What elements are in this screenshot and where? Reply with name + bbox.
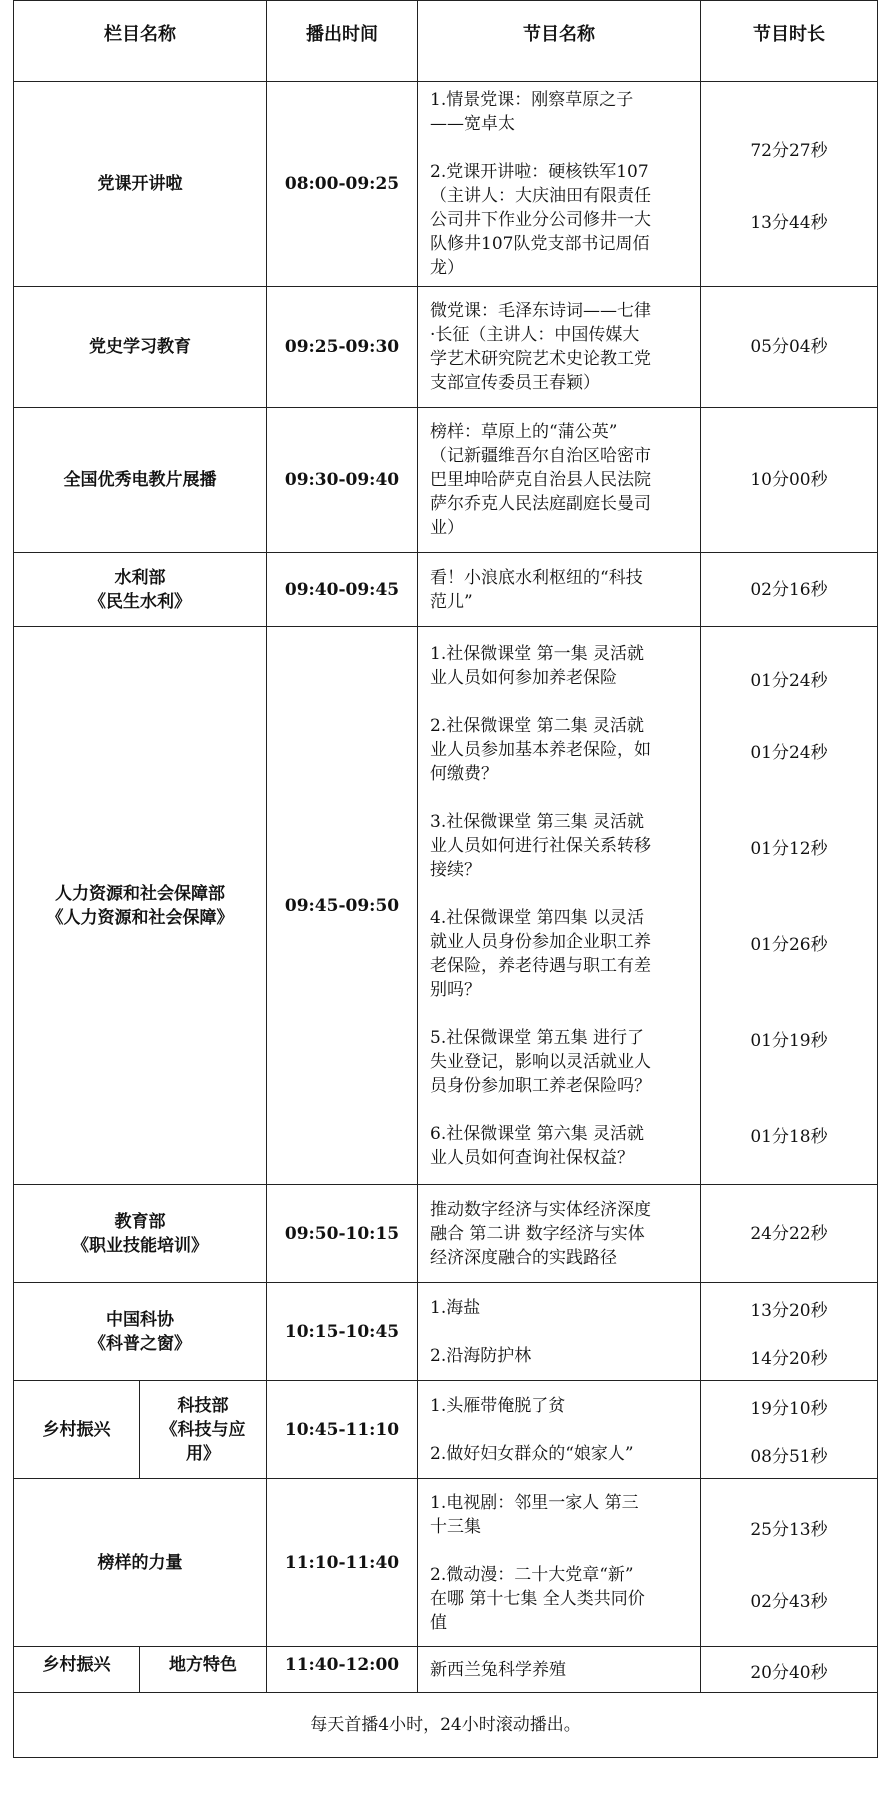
table-row [14,1283,878,1381]
program-line: 1.社保微课堂 第一集 灵活就 [430,643,645,664]
program-list [418,287,701,408]
program-line: 2.微动漫：二十大党章“新” [430,1564,634,1585]
program-line: 融合 第二讲 数字经济与实体 [430,1223,645,1244]
program-line: 1.海盐 [430,1297,481,1318]
duration: 02分43秒 [750,1591,828,1612]
program-line: 接续？ [430,859,481,880]
program-line: 别吗？ [430,979,481,1000]
duration-cell [701,627,878,1185]
program-list [418,82,701,287]
program-line: （记新疆维吾尔自治区哈密市 [430,446,651,466]
duration: 01分19秒 [750,1030,828,1051]
header-duration: 节目时长 [701,1,878,82]
program-line: 支部宣传委员王春颖） [430,373,600,393]
program-list [418,1479,701,1647]
program-line: 业人员如何查询社保权益？ [430,1147,634,1168]
duration: 25分13秒 [750,1519,828,1540]
group-name: 乡村振兴 [14,1381,140,1479]
program-line: 推动数字经济与实体经济深度 [430,1199,651,1220]
duration-cell [701,1647,878,1693]
program-line: 何缴费？ [430,763,498,784]
duration: 13分20秒 [750,1300,828,1321]
duration: 20分40秒 [750,1662,828,1683]
column-name-line: 人力资源和社会保障部 [55,883,225,904]
program-list [418,1185,701,1283]
column-name: 全国优秀电教片展播 [14,408,267,553]
air-time: 11:40-12:00 [267,1647,418,1693]
duration: 01分18秒 [750,1126,828,1147]
header-program-name: 节目名称 [418,1,701,82]
air-time: 08:00-09:25 [267,82,418,287]
program-line: 4.社保微课堂 第四集 以灵活 [430,907,645,928]
header-row [14,1,878,82]
duration-cell [701,408,878,553]
table-row [14,1647,878,1693]
program-list [418,1283,701,1381]
column-name-line: 《民生水利》 [89,591,191,612]
program-line: 1.头雁带俺脱了贫 [430,1395,566,1416]
duration: 10分00秒 [750,470,828,490]
schedule-table [13,0,878,1758]
program-line: 微党课：毛泽东诗词——七律 [430,301,651,321]
program-line: 萨尔乔克人民法庭副庭长曼司 [430,494,651,514]
column-name-line: 《科普之窗》 [89,1333,191,1354]
footer-row [14,1693,878,1758]
program-line: 业人员如何进行社保关系转移 [430,835,651,856]
duration: 14分20秒 [750,1348,828,1369]
air-time: 10:15-10:45 [267,1283,418,1381]
program-line: 十三集 [430,1516,481,1537]
program-line: ·长征（主讲人：中国传媒大 [430,325,640,345]
air-time: 09:25-09:30 [267,287,418,408]
program-line: ——宽卓太 [430,114,515,134]
column-name-line: 水利部 [114,567,166,588]
duration: 13分44秒 [750,213,828,233]
program-line: 员身份参加职工养老保险吗？ [430,1075,651,1096]
column-name [14,553,267,627]
program-list [418,553,701,627]
footer-note: 每天首播4小时，24小时滚动播出。 [14,1693,878,1758]
program-line: 老保险，养老待遇与职工有差 [430,955,651,976]
air-time: 09:40-09:45 [267,553,418,627]
program-line: 看！小浪底水利枢纽的“科技 [430,567,643,588]
program-line: 值 [430,1612,447,1633]
program-line: 2.沿海防护林 [430,1345,532,1366]
sub-column-name: 地方特色 [140,1647,267,1693]
column-name-line: 教育部 [114,1211,166,1232]
table-row [14,408,878,553]
program-line: 业人员如何参加养老保险 [430,667,617,688]
air-time: 09:50-10:15 [267,1185,418,1283]
duration-cell [701,553,878,627]
column-name [14,627,267,1185]
column-name-line: 《职业技能培训》 [72,1235,208,1256]
header-air-time: 播出时间 [267,1,418,82]
program-line: 3.社保微课堂 第三集 灵活就 [430,811,645,832]
duration-cell [701,287,878,408]
air-time: 09:30-09:40 [267,408,418,553]
duration: 08分51秒 [750,1446,828,1467]
column-name [14,1283,267,1381]
program-line: 队修井107队党支部书记周佰 [430,234,650,254]
group-name: 乡村振兴 [14,1647,140,1693]
program-line: 业） [430,518,464,538]
program-list [418,627,701,1185]
table-row [14,1185,878,1283]
air-time: 11:10-11:40 [267,1479,418,1647]
duration: 01分12秒 [750,838,828,859]
program-line: 2.党课开讲啦：硬核铁军107 [430,162,649,182]
program-line: 就业人员身份参加企业职工养 [430,931,651,952]
column-name-line: 《人力资源和社会保障》 [46,907,234,928]
table-row [14,627,878,1185]
program-line: 经济深度融合的实践路径 [430,1247,617,1268]
column-name-line: 《科技与应 [160,1419,246,1440]
table-row [14,82,878,287]
program-line: 2.做好妇女群众的“娘家人” [430,1443,634,1464]
table-row [14,553,878,627]
column-name-line: 用》 [186,1443,220,1464]
program-line: 2.社保微课堂 第二集 灵活就 [430,715,645,736]
program-line: 范儿” [430,591,473,612]
air-time: 10:45-11:10 [267,1381,418,1479]
program-line: 5.社保微课堂 第五集 进行了 [430,1027,645,1048]
duration: 24分22秒 [750,1223,828,1244]
table-row [14,1381,878,1479]
program-line: 1.电视剧：邻里一家人 第三 [430,1492,639,1513]
program-list [418,1647,701,1693]
duration-cell [701,1479,878,1647]
sub-column-name [140,1381,267,1479]
program-line: 学艺术研究院艺术史论教工党 [430,349,651,369]
column-name: 党课开讲啦 [14,82,267,287]
program-line: 巴里坤哈萨克自治县人民法院 [430,470,651,490]
column-name [14,1185,267,1283]
column-name: 榜样的力量 [14,1479,267,1647]
duration: 01分24秒 [750,670,828,691]
air-time: 09:45-09:50 [267,627,418,1185]
column-name-line: 科技部 [177,1395,229,1416]
duration: 72分27秒 [750,141,828,161]
program-line: 6.社保微课堂 第六集 灵活就 [430,1123,645,1144]
duration-cell [701,1283,878,1381]
program-line: 龙） [430,258,464,278]
table-row [14,1479,878,1647]
program-line: 榜样：草原上的“蒲公英” [430,422,618,442]
program-line: 新西兰兔科学养殖 [430,1659,566,1680]
duration-cell [701,1185,878,1283]
program-line: 公司井下作业分公司修井一大 [430,210,651,230]
program-line: 1.情景党课：刚察草原之子 [430,90,634,110]
program-line: 在哪 第十七集 全人类共同价 [430,1588,645,1609]
duration: 05分04秒 [750,337,828,357]
duration-cell [701,1381,878,1479]
table-row [14,287,878,408]
duration: 02分16秒 [750,579,828,600]
program-line: 失业登记，影响以灵活就业人 [430,1051,651,1072]
program-line: 业人员参加基本养老保险，如 [430,739,651,760]
duration: 01分24秒 [750,742,828,763]
duration: 19分10秒 [750,1398,828,1419]
duration-cell [701,82,878,287]
duration: 01分26秒 [750,934,828,955]
program-line: （主讲人：大庆油田有限责任 [430,186,651,206]
column-name: 党史学习教育 [14,287,267,408]
header-column-name: 栏目名称 [14,1,267,82]
column-name-line: 中国科协 [106,1309,174,1330]
program-list [418,408,701,553]
program-list [418,1381,701,1479]
